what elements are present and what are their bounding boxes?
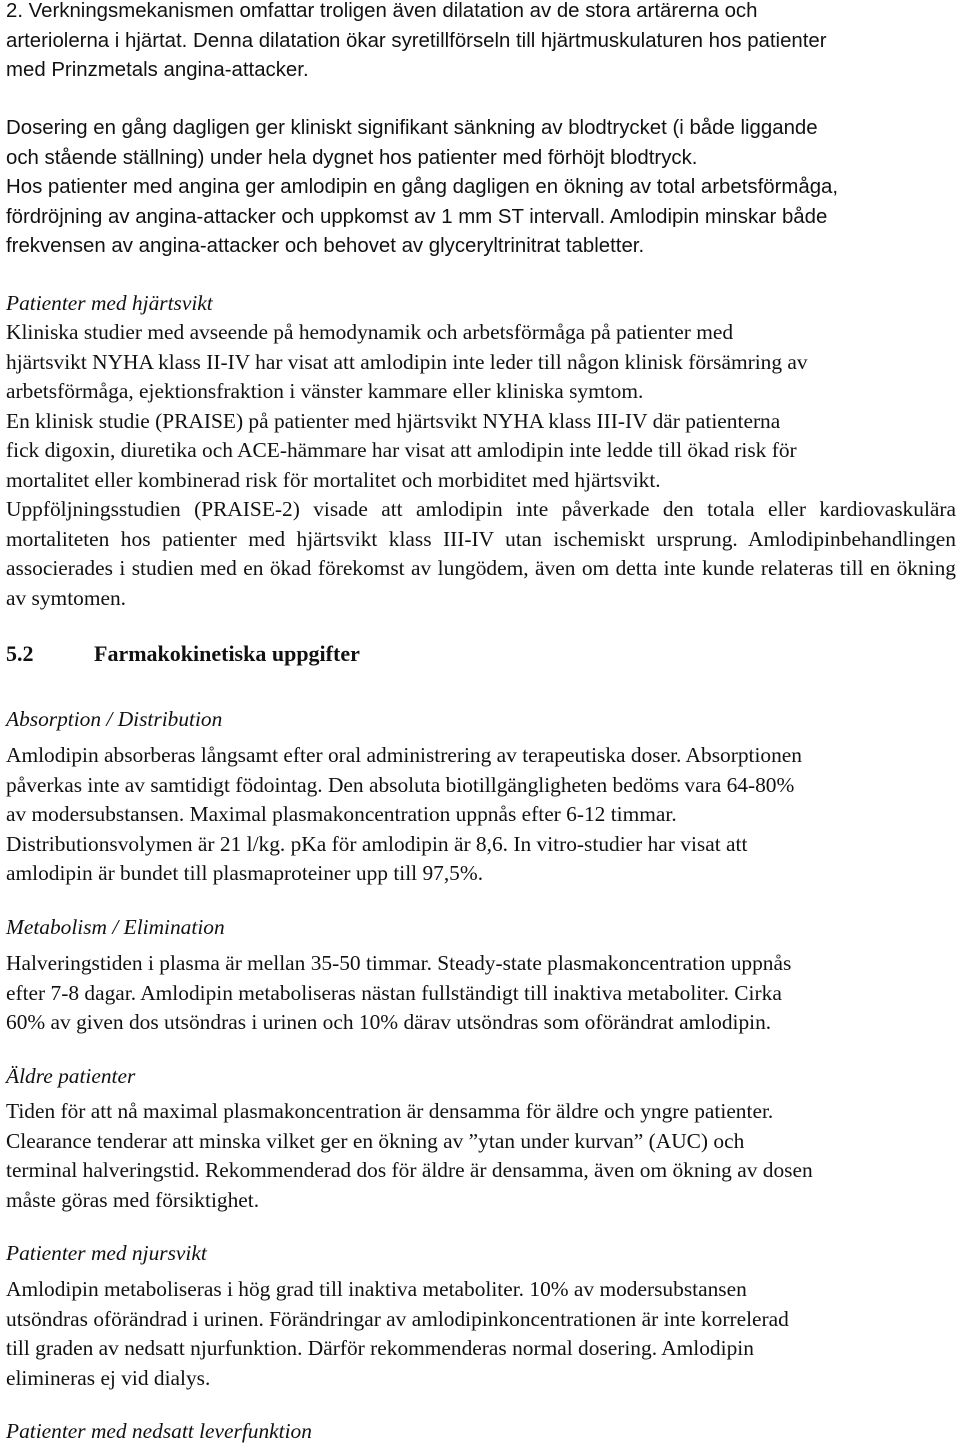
text-line: fördröjning av angina-attacker och uppkomst av 1 mm ST intervall. Amlodipin minskar både <box>6 205 828 228</box>
dosing-paragraph <box>6 114 956 262</box>
text-line: Distributionsvolymen är 21 l/kg. pKa för amlodipin är 8,6. In vitro-studier har visat att <box>6 831 748 856</box>
elderly-paragraph <box>6 1097 956 1215</box>
absorption-heading: Absorption / Distribution <box>6 707 223 731</box>
text-line: amlodipin är bundet till plasmaproteiner upp till 97,5%. <box>6 861 484 885</box>
renal-paragraph <box>6 1275 956 1393</box>
text-line: Clearance tenderar att minska vilket ger en ökning av ”ytan under kurvan” (AUC) och <box>6 1128 745 1153</box>
text-line: till graden av nedsatt njurfunktion. Därför rekommenderas normal dosering. Amlodipin <box>6 1336 754 1360</box>
text-line: arteriolerna i hjärtat. Denna dilatation ökar syretillförseln till hjärtmuskulaturen hos patienter <box>6 29 827 52</box>
text-line: mortalitet eller kombinerad risk för mortalitet och morbiditet med hjärtsvikt. <box>6 467 661 492</box>
text-line: måste göras med försiktighet. <box>6 1187 260 1212</box>
text-line: hjärtsvikt NYHA klass II-IV har visat att amlodipin inte leder till någon klinisk försämring av <box>6 349 808 374</box>
elderly-heading: Äldre patienter <box>6 1064 136 1088</box>
text-line: fick digoxin, diuretika och ACE-hämmare har visat att amlodipin inte ledde till ökad risk för <box>6 438 797 462</box>
text-line: Dosering en gång dagligen ger kliniskt signifikant sänkning av blodtrycket (i både liggande <box>6 117 818 139</box>
text-line: påverkas inte av samtidigt födointag. Den absoluta biotillgängligheten bedöms vara 64-80% <box>6 772 795 797</box>
renal-heading: Patienter med njursvikt <box>6 1241 207 1265</box>
hepatic-heading: Patienter med nedsatt leverfunktion <box>6 1419 312 1443</box>
section-title: Farmakokinetiska uppgifter <box>94 641 360 666</box>
text-line: Kliniska studier med avseende på hemodynamik och arbetsförmåga på patienter med <box>6 320 734 344</box>
text-line: Amlodipin metaboliseras i hög grad till inaktiva metaboliter. 10% av modersubstansen <box>6 1277 747 1301</box>
metabolism-paragraph <box>6 949 956 1038</box>
text-line: Amlodipin absorberas långsamt efter oral administrering av terapeutiska doser. Absorptionen <box>6 743 802 767</box>
text-line: elimineras ej vid dialys. <box>6 1365 211 1390</box>
heart-failure-paragraph <box>6 318 956 495</box>
text-line: av modersubstansen. Maximal plasmakoncentration uppnås efter 6-12 timmar. <box>6 802 677 826</box>
absorption-paragraph <box>6 741 956 889</box>
metabolism-heading: Metabolism / Elimination <box>6 915 225 939</box>
text-line: efter 7-8 dagar. Amlodipin metaboliseras nästan fullständigt till inaktiva metaboliter. Cirka <box>6 980 782 1005</box>
text-line: arbetsförmåga, ejektionsfraktion i vänster kammare eller kliniska symtom. <box>6 379 644 403</box>
text-line: terminal halveringstid. Rekommenderad dos för äldre är densamma, även om ökning av dosen <box>6 1158 813 1182</box>
text-line: Tiden för att nå maximal plasmakoncentration är densamma för äldre och yngre patienter. <box>6 1099 774 1123</box>
mechanism-paragraph <box>6 0 956 86</box>
text-line: frekvensen av angina-attacker och behovet av glyceryltrinitrat tabletter. <box>6 235 645 257</box>
text-line: 2. Verkningsmekanismen omfattar troligen även dilatation av de stora artärerna och <box>6 0 758 22</box>
text-line: med Prinzmetals angina-attacker. <box>6 59 309 81</box>
section-number: 5.2 <box>6 641 34 666</box>
section-heading <box>6 639 956 668</box>
text-line: utsöndras oförändrad i urinen. Förändringar av amlodipinkoncentrationen är inte korrelerad <box>6 1306 789 1331</box>
text-line: och stående ställning) under hela dygnet hos patienter med förhöjt blodtryck. <box>6 146 698 169</box>
text-line: Hos patienter med angina ger amlodipin en gång dagligen en ökning av total arbetsförmåga, <box>6 176 839 198</box>
text-line: Halveringstiden i plasma är mellan 35-50 timmar. Steady-state plasmakoncentration uppnås <box>6 951 792 975</box>
text-line: En klinisk studie (PRAISE) på patienter med hjärtsvikt NYHA klass III-IV där patienterna <box>6 408 781 433</box>
praise2-paragraph: Uppföljningsstudien (PRAISE-2) visade att amlodipin inte påverkade den totala eller kardiovaskulära mortaliteten hos patienter med hjärtsvikt klass III-IV utan ischemiskt ursprung. Amlodipinbehandlingen associerades i studien med en ökad förekomst av lungödem, även om detta inte kunde relateras till en ökning av symtomen. <box>6 497 956 610</box>
heart-failure-heading: Patienter med hjärtsvikt <box>6 291 213 315</box>
text-line: 60% av given dos utsöndras i urinen och 10% därav utsöndras som oförändrat amlodipin. <box>6 1010 772 1034</box>
